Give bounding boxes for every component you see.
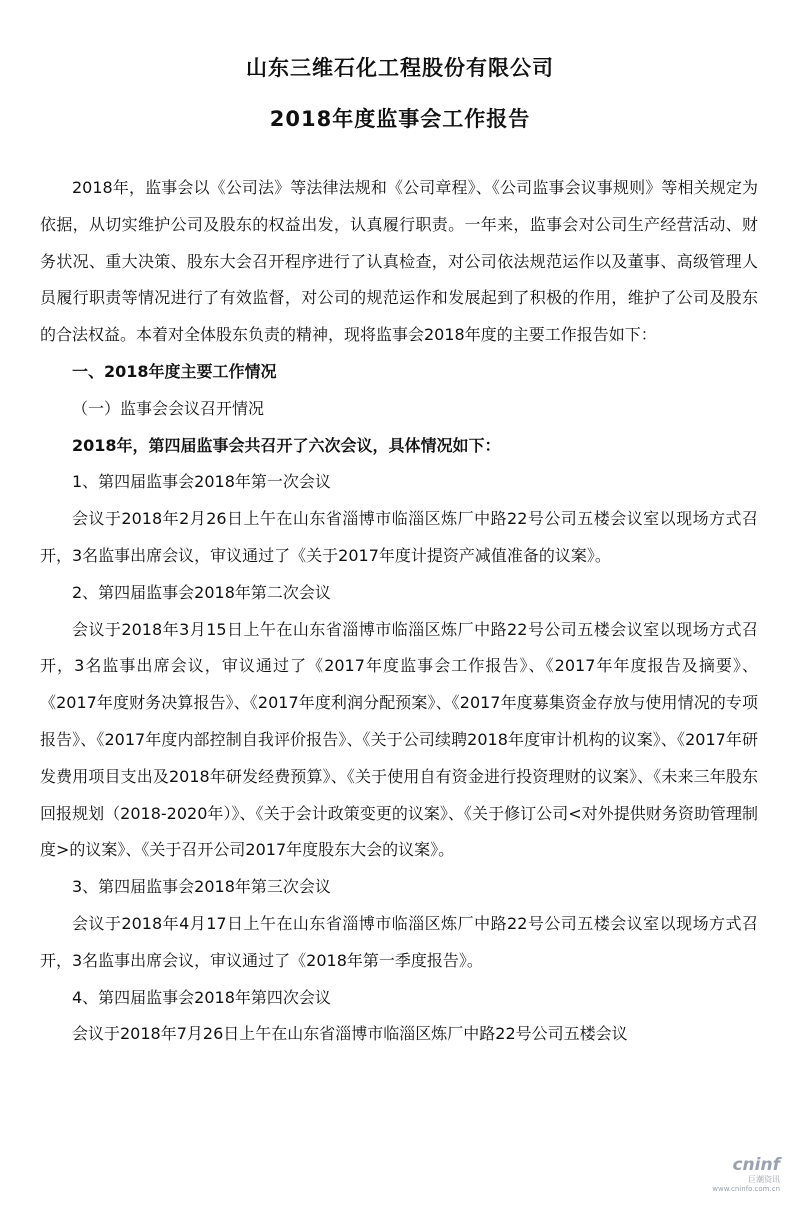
summary-line: 2018年，第四届监事会共召开了六次会议，具体情况如下： [72,435,501,455]
intro-paragraph: 2018年，监事会以《公司法》等法律法规和《公司章程》、《公司监事会议事规则》等相关规定为依据，从切实维护公司及股东的权益出发，认真履行职责。一年来，监事会对公司生产经营活动、财务状况、重大决策、股东大会召开程序进行了认真检查，对公司依法规范运作以及董事、高级管理人员履行职责等情况进行了有效监督，对公司的规范运作和发展起到了积极的作用，维护了公司及股东的合法权益。本着对全体股东负责的精神，现将监事会2018年度的主要工作报告如下： [40,178,758,345]
meeting-heading: 2、第四届监事会2018年第二次会议 [72,582,331,602]
watermark-brand-cn: 巨潮资讯 [748,1175,780,1184]
report-body [40,170,758,1053]
meeting-body: 会议于2018年4月17日上午在山东省淄博市临淄区炼厂中路22号公司五楼会议室以现场方式召开，3名监事出席会议，审议通过了《2018年第一季度报告》。 [40,913,758,970]
report-title: 2018年度监事会工作报告 [269,107,531,131]
meeting-heading: 4、第四届监事会2018年第四次会议 [72,987,331,1007]
meeting-body: 会议于2018年7月26日上午在山东省淄博市临淄区炼厂中路22号公司五楼会议 [72,1024,628,1044]
meeting-body: 会议于2018年2月26日上午在山东省淄博市临淄区炼厂中路22号公司五楼会议室以现场方式召开，3名监事出席会议，审议通过了《关于2017年度计提资产减值准备的议案》。 [40,509,758,565]
subsection-heading: （一）监事会会议召开情况 [72,398,265,418]
cninfo-watermark [704,1155,780,1191]
section-heading: 一、2018年度主要工作情况 [72,361,277,381]
meeting-heading: 1、第四届监事会2018年第一次会议 [72,472,331,492]
meeting-heading: 3、第四届监事会2018年第三次会议 [72,877,331,897]
watermark-url: www.cninfo.com.cn [712,1185,780,1193]
meeting-body: 会议于2018年3月15日上午在山东省淄博市临淄区炼厂中路22号公司五楼会议室以现场方式召开，3名监事出席会议，审议通过了《2017年度监事会工作报告》、《2017年年度报告及摘要》、《2017年度财务决算报告》、《2017年度利润分配预案》、《2017年度募集资金存放与使用情况的专项报告》、《2017年度内部控制自我评价报告》、《关于公司续聘2018年度审计机构的议案》、《2017年研发费用项目支出及2018年研发经费预算》、《关于使用自有资金进行投资理财的议案》、《未来三年股东回报规划（2018-2020年）》、《关于会计政策变更的议案》、《关于修订公司<对外提供财务资助管理制度>的议案》、《关于召开公司2017年度股东大会的议案》。 [40,619,758,860]
watermark-brand: cninf [732,1155,780,1175]
company-title: 山东三维石化工程股份有限公司 [246,56,554,80]
